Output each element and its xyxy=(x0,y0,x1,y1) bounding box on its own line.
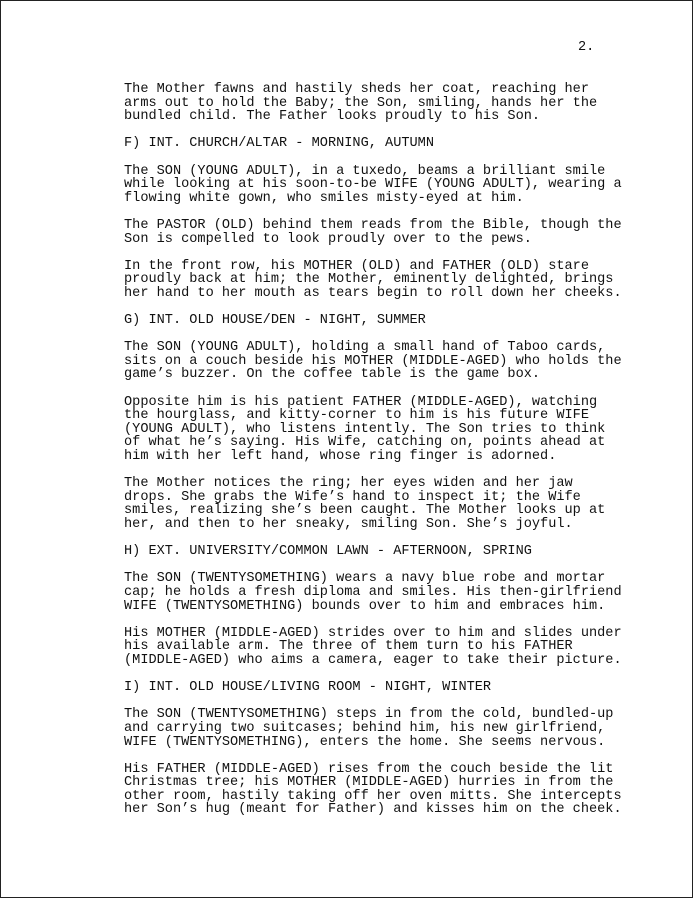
page-number: 2. xyxy=(578,40,595,55)
text-line: while looking at his soon-to-be WIFE (YOUNG ADULT), wearing a xyxy=(124,177,622,193)
text-line: arms out to hold the Baby; the Son, smiling, hands her the xyxy=(124,95,598,111)
text-line: (MIDDLE-AGED) who aims a camera, eager to take their picture. xyxy=(124,652,622,668)
action-paragraph xyxy=(124,83,624,124)
text-line: sits on a couch beside his MOTHER (MIDDLE-AGED) who holds the xyxy=(124,353,622,369)
text-line: His FATHER (MIDDLE-AGED) rises from the couch beside the lit xyxy=(124,761,614,777)
text-line: WIFE (TWENTYSOMETHING) bounds over to him and embraces him. xyxy=(124,598,606,614)
text-line: game’s buzzer. On the coffee table is the game box. xyxy=(124,367,541,383)
action-paragraph xyxy=(124,341,624,382)
text-line: (YOUNG ADULT), who listens intently. The Son tries to think xyxy=(124,421,606,437)
text-line: The SON (TWENTYSOMETHING) steps in from the cold, bundled-up xyxy=(124,707,614,723)
text-line: his available arm. The three of them turn to his FATHER xyxy=(124,639,573,655)
text-line: proudly back at him; the Mother, eminently delighted, brings xyxy=(124,272,614,288)
text-line: The PASTOR (OLD) behind them reads from the Bible, though the xyxy=(124,217,622,233)
text-line: I) INT. OLD HOUSE/LIVING ROOM - NIGHT, WINTER xyxy=(124,680,492,696)
text-line: The SON (TWENTYSOMETHING) wears a navy blue robe and mortar xyxy=(124,571,606,587)
scene-heading xyxy=(124,314,624,328)
scene-heading xyxy=(124,681,624,695)
text-line: Opposite him is his patient FATHER (MIDDLE-AGED), watching xyxy=(124,394,598,410)
text-line: WIFE (TWENTYSOMETHING), enters the home. She seems nervous. xyxy=(124,734,606,750)
text-line: of what he’s saying. His Wife, catching on, points ahead at xyxy=(124,435,606,451)
text-line: her hand to her mouth as tears begin to roll down her cheeks. xyxy=(124,285,622,301)
text-line: In the front row, his MOTHER (OLD) and FATHER (OLD) stare xyxy=(124,258,589,274)
text-line: Son is compelled to look proudly over to the pews. xyxy=(124,231,532,247)
scene-heading xyxy=(124,137,624,151)
action-paragraph xyxy=(124,627,624,668)
action-paragraph xyxy=(124,260,624,301)
text-line: His MOTHER (MIDDLE-AGED) strides over to him and slides under xyxy=(124,625,622,641)
text-line: bundled child. The Father looks proudly to his Son. xyxy=(124,109,541,125)
text-line: The Mother fawns and hastily sheds her coat, reaching her xyxy=(124,82,589,97)
text-line: her, and then to her sneaky, smiling Son. She’s joyful. xyxy=(124,517,573,532)
scene-heading xyxy=(124,545,624,559)
text-line: The Mother notices the ring; her eyes widen and her jaw xyxy=(124,476,573,492)
action-paragraph xyxy=(124,572,624,613)
text-line: H) EXT. UNIVERSITY/COMMON LAWN - AFTERNOON, SPRING xyxy=(124,544,532,560)
text-line: F) INT. CHURCH/ALTAR - MORNING, AUTUMN xyxy=(124,136,434,152)
action-paragraph xyxy=(124,763,624,817)
action-paragraph xyxy=(124,219,624,246)
text-line: The SON (YOUNG ADULT), holding a small hand of Taboo cards, xyxy=(124,340,606,356)
action-paragraph xyxy=(124,477,624,531)
text-line: flowing white gown, who smiles misty-eyed at him. xyxy=(124,190,524,206)
text-line: him with her left hand, whose ring finger is adorned. xyxy=(124,449,557,465)
action-paragraph xyxy=(124,165,624,206)
action-paragraph xyxy=(124,708,624,749)
text-line: and carrying two suitcases; behind him, his new girlfriend, xyxy=(124,720,606,736)
text-line: the hourglass, and kitty-corner to him is his future WIFE xyxy=(124,408,589,424)
text-line: other room, hastily taking off her oven mitts. She intercepts xyxy=(124,788,622,804)
text-line: cap; he holds a fresh diploma and smiles. His then-girlfriend xyxy=(124,584,622,600)
action-paragraph xyxy=(124,396,624,464)
text-line: G) INT. OLD HOUSE/DEN - NIGHT, SUMMER xyxy=(124,313,426,329)
text-line: The SON (YOUNG ADULT), in a tuxedo, beams a brilliant smile xyxy=(124,163,606,179)
text-line: smiles, realizing she’s been caught. The Mother looks up at xyxy=(124,503,606,519)
text-line: drops. She grabs the Wife’s hand to inspect it; the Wife xyxy=(124,489,581,505)
text-line: her Son’s hug (meant for Father) and kisses him on the cheek. xyxy=(124,802,622,818)
text-line: Christmas tree; his MOTHER (MIDDLE-AGED) hurries in from the xyxy=(124,775,614,791)
screenplay-body xyxy=(124,83,624,831)
